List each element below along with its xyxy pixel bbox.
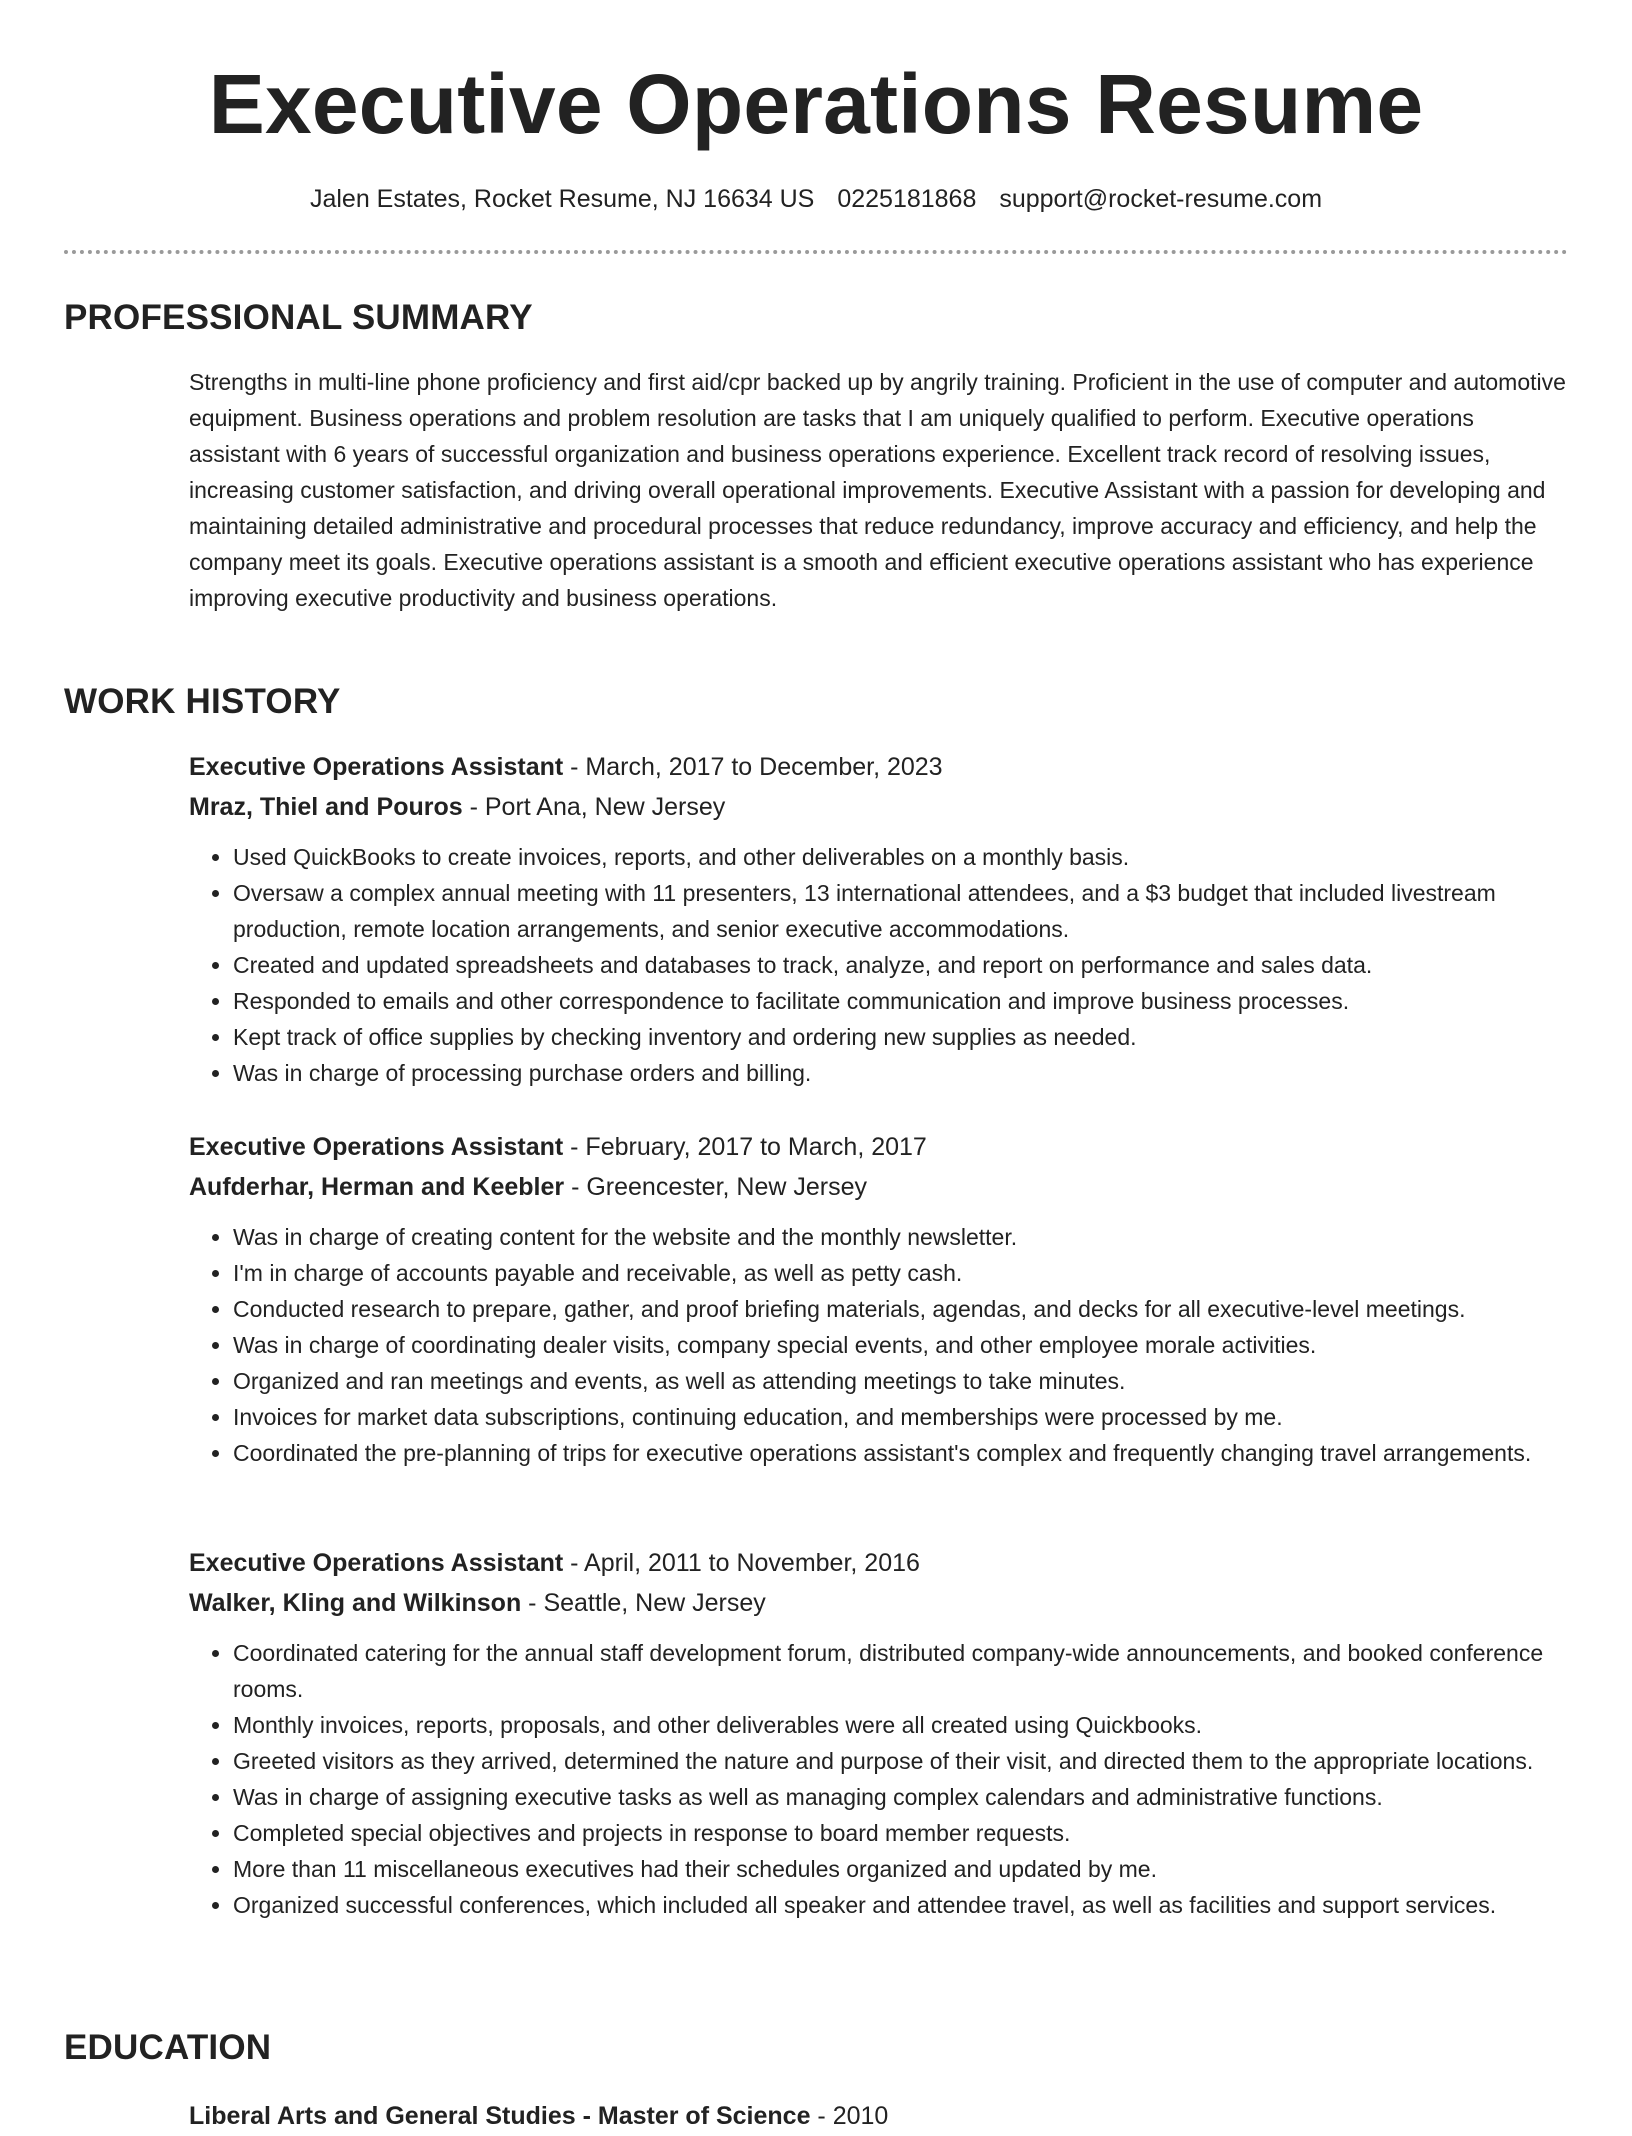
education-entry — [189, 2096, 1569, 2136]
job-company: Aufderhar, Herman and Keebler — [189, 1173, 565, 1201]
job-bullet: • Was in charge of creating content for the website and the monthly newsletter. — [233, 1219, 1569, 1255]
job-entry — [189, 1127, 1569, 1471]
education-year: - 2010 — [810, 2102, 889, 2130]
job-bullet: • Organized successful conferences, which included all speaker and attendee travel, as well as facilities and support services. — [233, 1887, 1569, 1923]
job-bullet: • Was in charge of assigning executive tasks as well as managing complex calendars and administrative functions. — [233, 1779, 1569, 1815]
job-location: - Greencester, New Jersey — [564, 1173, 868, 1201]
job-entry — [189, 1543, 1569, 1923]
job-dates: - February, 2017 to March, 2017 — [563, 1133, 927, 1161]
job-bullet: • Coordinated the pre-planning of trips for executive operations assistant's complex and frequently changing travel arrangements. — [233, 1435, 1569, 1471]
job-bullet: • Oversaw a complex annual meeting with 11 presenters, 13 international attendees, and a $3 budget that included livestream production, remote location arrangements, and senior executive accommodations. — [233, 875, 1569, 947]
job-bullets — [189, 1219, 1569, 1471]
contact-email: support@rocket-resume.com — [999, 185, 1323, 213]
job-bullet: • Invoices for market data subscriptions, continuing education, and memberships were processed by me. — [233, 1399, 1569, 1435]
job-location: - Port Ana, New Jersey — [462, 793, 726, 821]
job-role: Executive Operations Assistant — [189, 753, 564, 781]
job-bullets — [189, 839, 1569, 1091]
job-bullet: • Coordinated catering for the annual staff development forum, distributed company-wide announcements, and booked conference rooms. — [233, 1635, 1569, 1707]
job-location: - Seattle, New Jersey — [521, 1589, 766, 1617]
job-bullet: • Used QuickBooks to create invoices, reports, and other deliverables on a monthly basis. — [233, 839, 1569, 875]
job-company: Walker, Kling and Wilkinson — [189, 1589, 522, 1617]
job-title-line — [189, 747, 1569, 787]
summary-heading: PROFESSIONAL SUMMARY — [64, 298, 533, 337]
job-bullet: • Kept track of office supplies by checking inventory and ordering new supplies as needed. — [233, 1019, 1569, 1055]
work-history-heading: WORK HISTORY — [64, 682, 341, 721]
education-heading: EDUCATION — [64, 2028, 272, 2067]
contact-phone: 0225181868 — [837, 185, 977, 213]
job-bullet: • I'm in charge of accounts payable and receivable, as well as petty cash. — [233, 1255, 1569, 1291]
job-bullet: • Greeted visitors as they arrived, determined the nature and purpose of their visit, and directed them to the appropriate locations. — [233, 1743, 1569, 1779]
job-bullet: • Was in charge of coordinating dealer visits, company special events, and other employee morale activities. — [233, 1327, 1569, 1363]
job-role: Executive Operations Assistant — [189, 1133, 564, 1161]
job-company-line — [189, 1583, 1569, 1623]
summary-text: Strengths in multi-line phone proficiency and first aid/cpr backed up by angrily training. Proficient in the use of computer and automotive equipment. Business operations and problem resolution are tasks that I am uniquely qualified to perform. Executive operations assistant with 6 years of successful organization and business operations experience. Excellent track record of resolving issues, increasing customer satisfaction, and driving overall operational improvements. Executive Assistant with a passion for developing and maintaining detailed administrative and procedural processes that reduce redundancy, improve accuracy and efficiency, and help the company meet its goals. Executive operations assistant is a smooth and efficient executive operations assistant who has experience improving executive productivity and business operations. — [189, 369, 1566, 611]
job-role: Executive Operations Assistant — [189, 1549, 564, 1577]
job-company: Mraz, Thiel and Pouros — [189, 793, 463, 821]
job-bullet: • More than 11 miscellaneous executives had their schedules organized and updated by me. — [233, 1851, 1569, 1887]
job-dates: - April, 2011 to November, 2016 — [563, 1549, 920, 1577]
job-entry — [189, 747, 1569, 1091]
job-bullet: • Monthly invoices, reports, proposals, and other deliverables were all created using Quickbooks. — [233, 1707, 1569, 1743]
job-bullet: • Responded to emails and other correspondence to facilitate communication and improve business processes. — [233, 983, 1569, 1019]
education-degree: Liberal Arts and General Studies - Master of Science — [189, 2102, 811, 2130]
resume-title: Executive Operations Resume — [208, 57, 1424, 151]
contact-address: Jalen Estates, Rocket Resume, NJ 16634 US — [309, 185, 815, 213]
contact-line — [64, 182, 1568, 216]
job-bullet: • Was in charge of processing purchase orders and billing. — [233, 1055, 1569, 1091]
job-company-line — [189, 1167, 1569, 1207]
job-title-line — [189, 1127, 1569, 1167]
resume-header — [64, 52, 1568, 216]
job-dates: - March, 2017 to December, 2023 — [563, 753, 943, 781]
job-title-line — [189, 1543, 1569, 1583]
job-bullet: • Created and updated spreadsheets and databases to track, analyze, and report on performance and sales data. — [233, 947, 1569, 983]
job-bullet: • Organized and ran meetings and events, as well as attending meetings to take minutes. — [233, 1363, 1569, 1399]
header-divider — [64, 250, 1568, 254]
job-bullet: • Completed special objectives and projects in response to board member requests. — [233, 1815, 1569, 1851]
job-bullets — [189, 1635, 1569, 1923]
job-company-line — [189, 787, 1569, 827]
job-bullet: • Conducted research to prepare, gather, and proof briefing materials, agendas, and decks for all executive-level meetings. — [233, 1291, 1569, 1327]
